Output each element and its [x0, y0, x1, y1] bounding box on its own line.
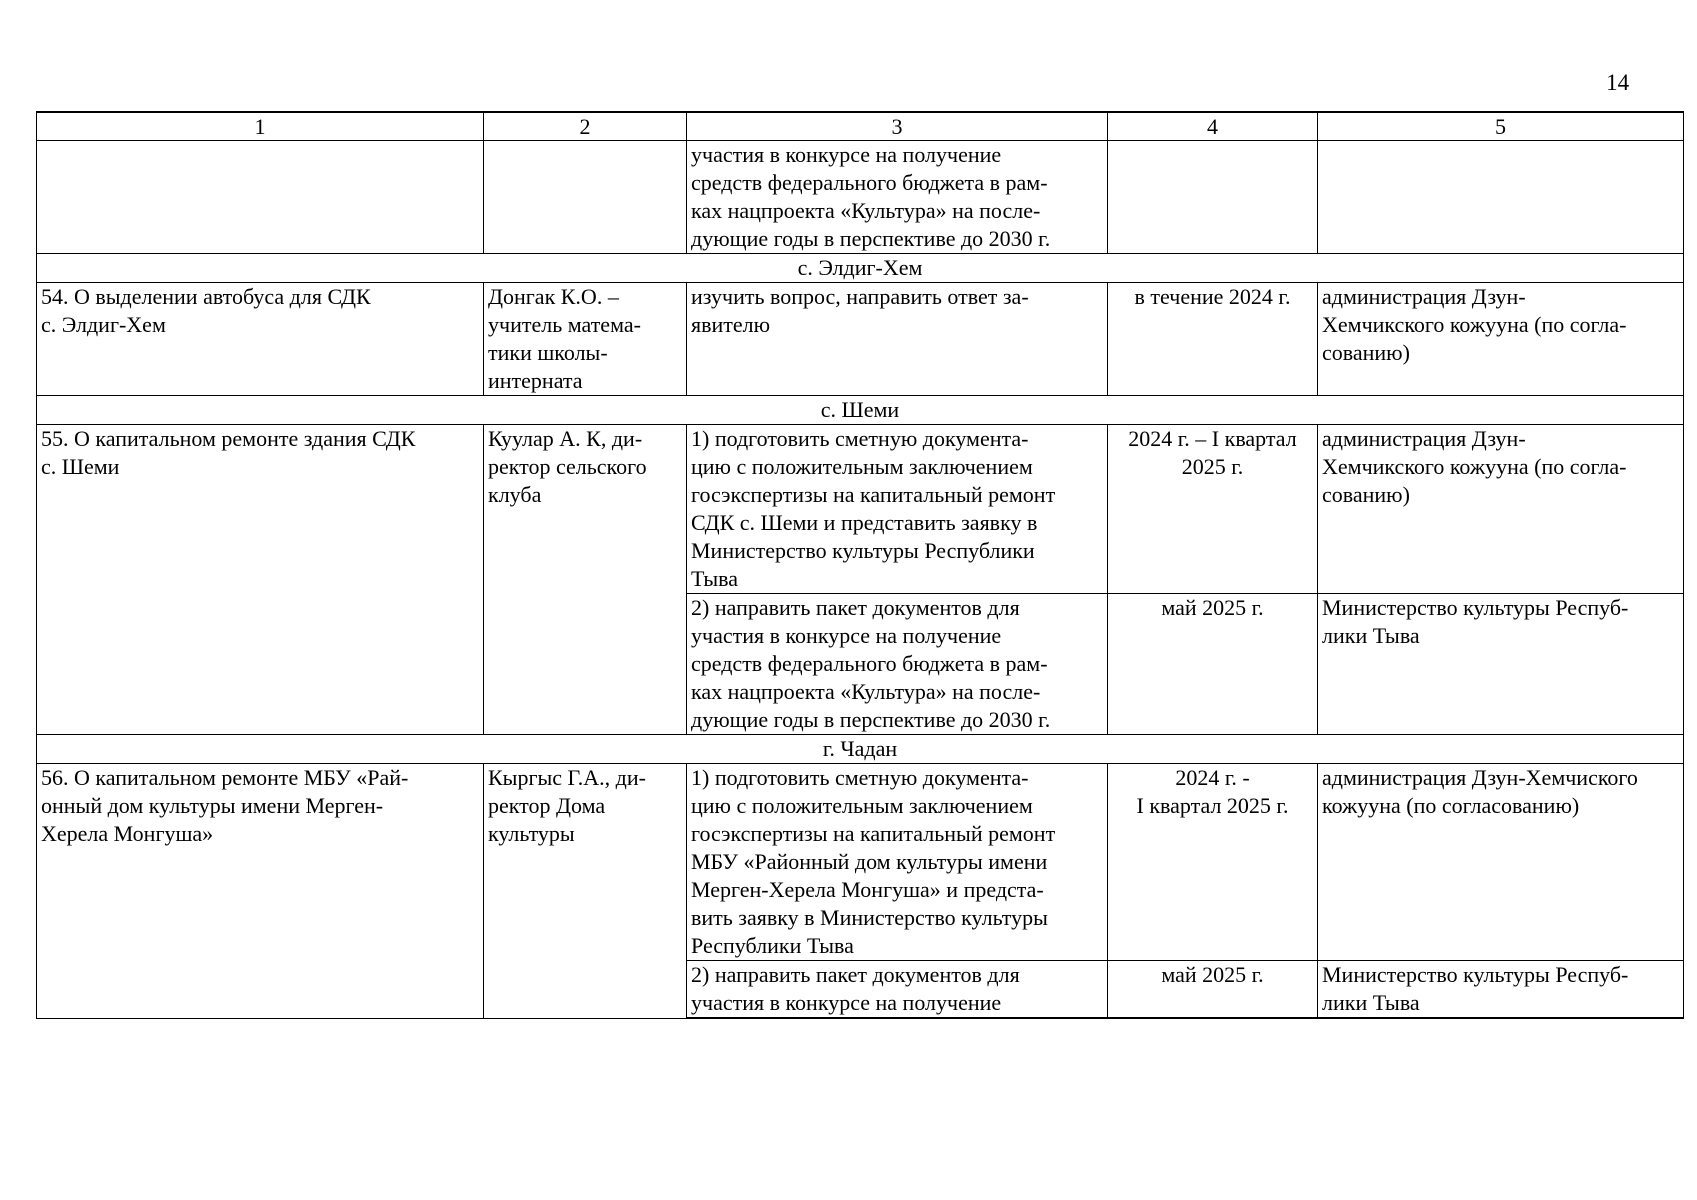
column-header-3: 3 [687, 112, 1108, 141]
deadline-cell [1108, 141, 1318, 254]
column-header-2: 2 [484, 112, 687, 141]
deadline-cell [1108, 594, 1318, 735]
measure-cell [687, 141, 1108, 254]
table-row [37, 425, 1684, 594]
issue-cell [37, 425, 484, 735]
column-header-1: 1 [37, 112, 484, 141]
deadline-cell [1108, 425, 1318, 594]
deadline-cell [1108, 764, 1318, 961]
responsible-cell [1318, 594, 1684, 735]
section-title: с. Элдиг-Хем [37, 254, 1684, 283]
table-row [37, 764, 1684, 961]
issue-cell [37, 764, 484, 1019]
responsible-cell [1318, 961, 1684, 1019]
measure-text: изучить вопрос, направить ответ за- явителю [691, 284, 1029, 337]
applicant-cell [484, 283, 687, 396]
responsible-text: администрация Дзун- Хемчикского кожууна (по согла- сованию) [1322, 426, 1627, 507]
table-row [37, 283, 1684, 396]
continuation-row [37, 141, 1684, 254]
measure-cell [687, 283, 1108, 396]
applicant-text: Кыргыс Г.А., ди- ректор Дома культуры [488, 765, 646, 846]
applicant-cell [484, 425, 687, 735]
responsible-cell [1318, 425, 1684, 594]
measures-table [36, 111, 1684, 1019]
column-header-5: 5 [1318, 112, 1684, 141]
applicant-text: Куулар А. К, ди- ректор сельского клуба [488, 426, 647, 507]
measure-cell [687, 764, 1108, 961]
measure-cell [687, 425, 1108, 594]
deadline-text: в течение 2024 г. [1134, 284, 1291, 309]
section-row [37, 396, 1684, 425]
deadline-text: май 2025 г. [1161, 595, 1264, 620]
deadline-text: 2024 г. - I квартал 2025 г. [1136, 765, 1289, 818]
deadline-text: май 2025 г. [1161, 962, 1264, 987]
responsible-text: администрация Дзун- Хемчикского кожууна (по согла- сованию) [1322, 284, 1627, 365]
applicant-text: Донгак К.О. – учитель матема- тики школы- интерната [488, 284, 641, 393]
responsible-text: администрация Дзун-Хемчиского кожууна (по согласованию) [1322, 765, 1638, 818]
issue-cell [37, 141, 484, 254]
responsible-cell [1318, 141, 1684, 254]
measure-cell [687, 961, 1108, 1019]
page-number: 14 [1606, 70, 1630, 95]
deadline-cell [1108, 283, 1318, 396]
deadline-text: 2024 г. – I квартал 2025 г. [1128, 426, 1297, 479]
responsible-text: Министерство культуры Респуб- лики Тыва [1322, 595, 1629, 648]
issue-text: 55. О капитальном ремонте здания СДК с. Шеми [41, 426, 416, 479]
measure-text: 2) направить пакет документов для участия в конкурсе на получение [691, 962, 1020, 1015]
issue-text: 54. О выделении автобуса для СДК с. Элдиг-Хем [41, 284, 371, 337]
section-title: г. Чадан [37, 735, 1684, 764]
responsible-text: Министерство культуры Респуб- лики Тыва [1322, 962, 1629, 1015]
measure-text: 2) направить пакет документов для участия в конкурсе на получение средств федерального бюджета в рам- ках нацпроекта «Культура» на после- дующие годы в перспективе до 2030 г. [691, 595, 1051, 732]
responsible-cell [1318, 283, 1684, 396]
column-number-row [37, 112, 1684, 141]
responsible-cell [1318, 764, 1684, 961]
issue-text: 56. О капитальном ремонте МБУ «Рай- онный дом культуры имени Мерген- Херела Монгуша» [41, 765, 409, 846]
measure-text: 1) подготовить сметную документа- цию с положительным заключением госэкспертизы на капитальный ремонт СДК с. Шеми и представить заявку в Министерство культуры Республики Тыва [691, 426, 1056, 591]
measure-text: участия в конкурсе на получение средств федерального бюджета в рам- ках нацпроекта «Культура» на после- дующие годы в перспективе до 2030 г. [691, 142, 1051, 251]
issue-cell [37, 283, 484, 396]
section-title: с. Шеми [37, 396, 1684, 425]
applicant-cell [484, 764, 687, 1019]
measure-text: 1) подготовить сметную документа- цию с положительным заключением госэкспертизы на капитальный ремонт МБУ «Районный дом культуры имени Мерген-Херела Монгуша» и предста- вить заявку в Министерство культуры Республики Тыва [691, 765, 1056, 958]
deadline-cell [1108, 961, 1318, 1019]
column-header-4: 4 [1108, 112, 1318, 141]
measure-cell [687, 594, 1108, 735]
section-row [37, 735, 1684, 764]
applicant-cell [484, 141, 687, 254]
section-row [37, 254, 1684, 283]
